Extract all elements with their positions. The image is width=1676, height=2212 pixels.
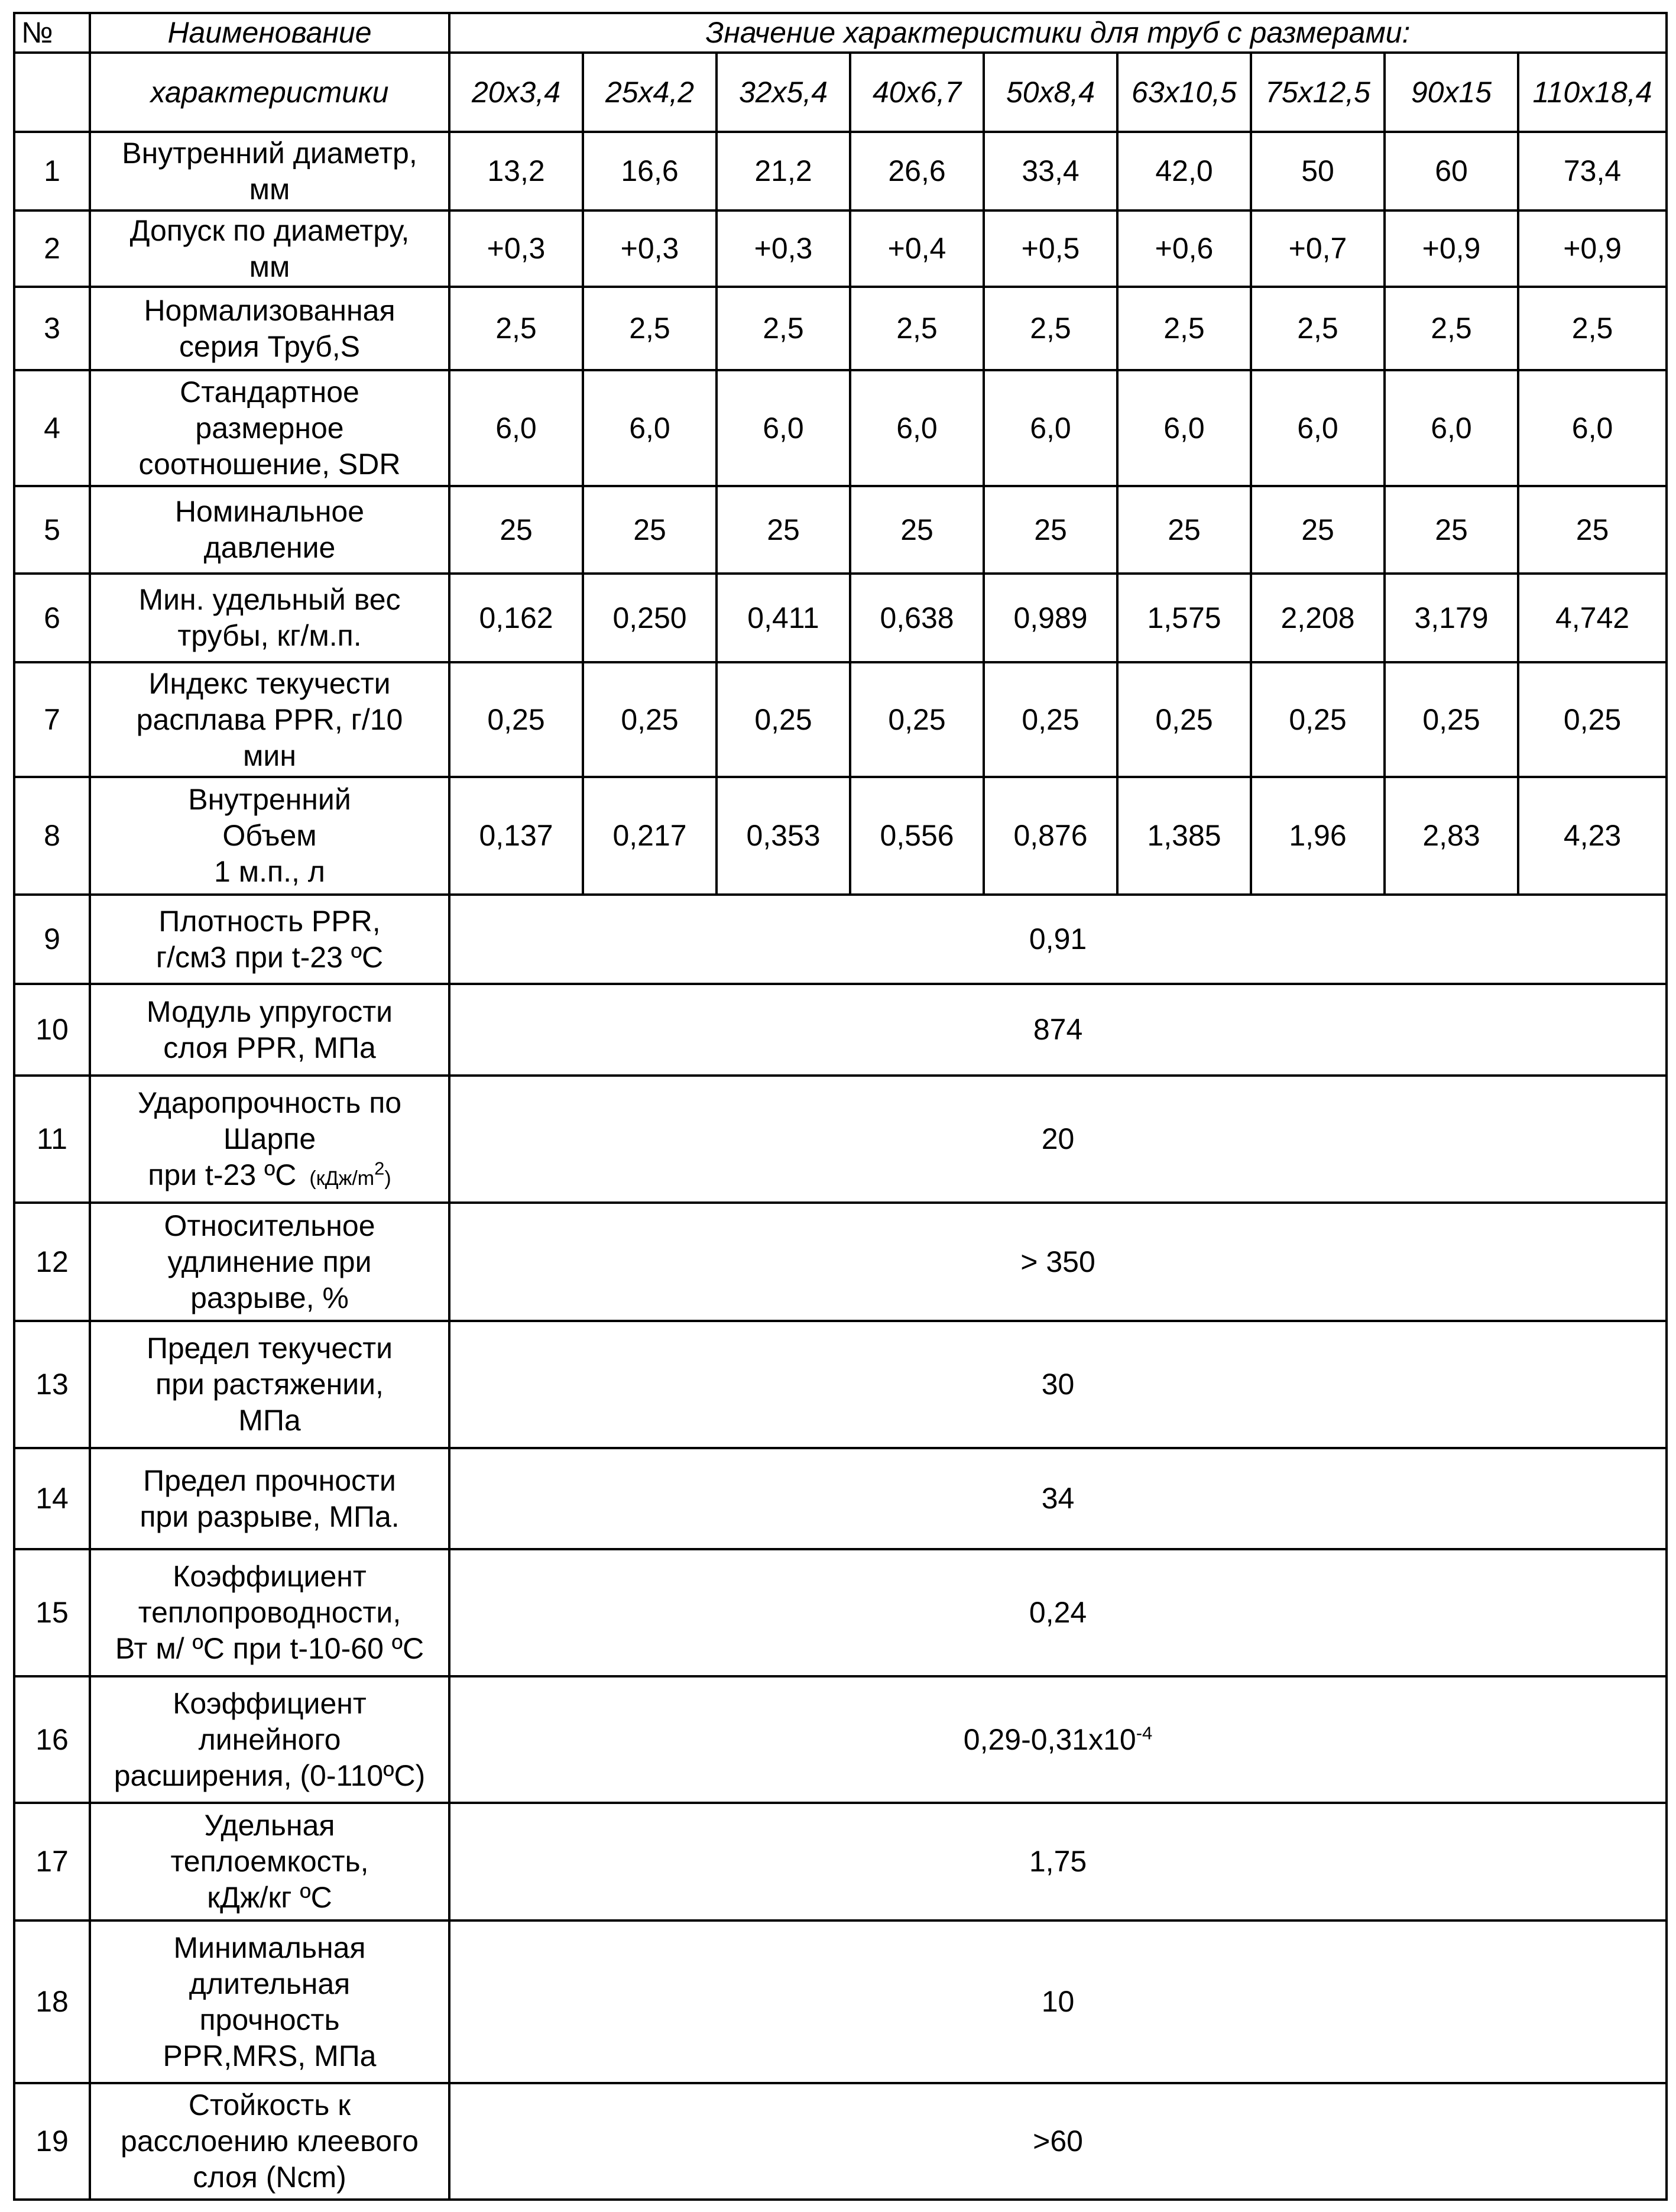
- characteristic-line: Стандартное: [180, 375, 359, 409]
- value-cell: 25: [449, 486, 583, 574]
- value-cell: 0,25: [449, 662, 583, 777]
- value-cell: 6,0: [984, 370, 1117, 486]
- value-cell: 1,96: [1251, 777, 1385, 895]
- characteristic-line: г/см3 при t-23 ºC: [155, 940, 384, 974]
- value-cell: 25: [1385, 486, 1518, 574]
- value-cell: 2,5: [1251, 287, 1385, 370]
- merged-value: 874: [1033, 1013, 1083, 1046]
- merged-value: 1,75: [1029, 1845, 1087, 1878]
- unit-text: (кДж/m: [309, 1167, 375, 1190]
- characteristic-line: размерное: [195, 411, 344, 445]
- row-number: 6: [14, 574, 90, 662]
- row-characteristic: [90, 777, 449, 895]
- table-row: [14, 1448, 1667, 1549]
- characteristic-line: Нормализованная: [144, 293, 396, 327]
- characteristic-text: при t-23 ºC: [148, 1158, 297, 1191]
- row-number: 16: [14, 1676, 90, 1803]
- characteristic-line: расплава PPR, г/10: [136, 702, 403, 736]
- row-characteristic: [90, 895, 449, 984]
- table-row: [14, 1803, 1667, 1920]
- value-cell: +0,3: [583, 210, 717, 287]
- row-characteristic: [90, 2083, 449, 2200]
- characteristic-line: Плотность PPR,: [158, 904, 381, 938]
- characteristic-line: Стойкость к: [188, 2088, 351, 2122]
- characteristic-line: 1 м.п., л: [214, 855, 325, 888]
- table-row: [14, 1203, 1667, 1321]
- value-cell: 25: [717, 486, 850, 574]
- value-cell: 0,25: [1117, 662, 1251, 777]
- value-cell: 6,0: [583, 370, 717, 486]
- merged-value-cell: [449, 984, 1667, 1076]
- value-cell: +0,9: [1385, 210, 1518, 287]
- merged-value: 0,91: [1029, 922, 1087, 956]
- value-cell: 0,638: [850, 574, 984, 662]
- header-size: 90x15: [1385, 53, 1518, 132]
- row-characteristic: [90, 132, 449, 210]
- row-characteristic: [90, 1920, 449, 2083]
- table-row: [14, 210, 1667, 287]
- row-number: 1: [14, 132, 90, 210]
- merged-value-exponent: -4: [1136, 1722, 1153, 1743]
- row-number: 5: [14, 486, 90, 574]
- characteristic-line: трубы, кг/м.п.: [177, 619, 362, 652]
- merged-value: 0,29-0,31x10: [963, 1722, 1136, 1756]
- characteristic-line: Предел прочности: [143, 1463, 396, 1497]
- characteristic-line: Объем: [222, 819, 317, 852]
- value-cell: 6,0: [717, 370, 850, 486]
- characteristic-line: Внутренний: [188, 783, 351, 816]
- value-cell: +0,9: [1518, 210, 1667, 287]
- table-row: [14, 370, 1667, 486]
- value-cell: 2,5: [449, 287, 583, 370]
- row-characteristic: [90, 574, 449, 662]
- characteristic-line: Коэффициент: [173, 1686, 367, 1720]
- table-row: [14, 1676, 1667, 1803]
- merged-value-cell: [449, 1803, 1667, 1920]
- header-row-1: [14, 13, 1667, 53]
- value-cell: 1,575: [1117, 574, 1251, 662]
- value-cell: 0,25: [1251, 662, 1385, 777]
- characteristic-line: разрыве, %: [190, 1281, 349, 1314]
- characteristic-line: при разрыве, МПа.: [140, 1500, 400, 1533]
- value-cell: 2,5: [1518, 287, 1667, 370]
- value-cell: 0,162: [449, 574, 583, 662]
- value-cell: 6,0: [1518, 370, 1667, 486]
- table-row: [14, 984, 1667, 1076]
- value-cell: 25: [1251, 486, 1385, 574]
- value-cell: 6,0: [850, 370, 984, 486]
- table-row: [14, 662, 1667, 777]
- merged-value: 20: [1041, 1122, 1075, 1155]
- row-characteristic: [90, 984, 449, 1076]
- characteristic-line: мин: [243, 739, 296, 772]
- row-number: 2: [14, 210, 90, 287]
- merged-value-cell: [449, 1676, 1667, 1803]
- header-row-2: [14, 53, 1667, 132]
- row-characteristic: [90, 210, 449, 287]
- value-cell: 6,0: [1385, 370, 1518, 486]
- merged-value: 10: [1041, 1985, 1075, 2018]
- value-cell: +0,4: [850, 210, 984, 287]
- characteristic-line: кДж/кг ºC: [207, 1881, 332, 1914]
- value-cell: 2,83: [1385, 777, 1518, 895]
- characteristic-line: прочность: [199, 2003, 340, 2036]
- characteristic-line: линейного: [198, 1722, 341, 1756]
- characteristic-line: Номинальное: [174, 495, 365, 528]
- value-cell: 6,0: [1251, 370, 1385, 486]
- row-number: 11: [14, 1076, 90, 1203]
- row-number: 4: [14, 370, 90, 486]
- value-cell: 0,250: [583, 574, 717, 662]
- row-number: 10: [14, 984, 90, 1076]
- value-cell: 13,2: [449, 132, 583, 210]
- table-row: [14, 895, 1667, 984]
- value-cell: 25: [984, 486, 1117, 574]
- table-row: [14, 486, 1667, 574]
- characteristic-line: мм: [249, 250, 290, 283]
- table-row: [14, 1920, 1667, 2083]
- value-cell: 2,5: [1385, 287, 1518, 370]
- characteristic-line: Шарпе: [223, 1122, 316, 1155]
- characteristic-line: длительная: [189, 1967, 351, 2000]
- merged-value-cell: [449, 1076, 1667, 1203]
- value-cell: 2,5: [1117, 287, 1251, 370]
- value-cell: 2,5: [717, 287, 850, 370]
- header-size: 32x5,4: [717, 53, 850, 132]
- value-cell: 25: [1117, 486, 1251, 574]
- row-number: 12: [14, 1203, 90, 1321]
- row-characteristic: [90, 662, 449, 777]
- value-cell: 2,5: [850, 287, 984, 370]
- table-row: [14, 1076, 1667, 1203]
- value-cell: +0,5: [984, 210, 1117, 287]
- merged-value-cell: [449, 1920, 1667, 2083]
- merged-value: 30: [1041, 1368, 1075, 1401]
- header-size: 40x6,7: [850, 53, 984, 132]
- merged-value-cell: [449, 895, 1667, 984]
- row-characteristic: [90, 1676, 449, 1803]
- row-characteristic: [90, 1448, 449, 1549]
- table-row: [14, 2083, 1667, 2200]
- value-cell: 0,25: [717, 662, 850, 777]
- characteristic-line: давление: [203, 531, 336, 564]
- characteristic-line: МПа: [238, 1404, 301, 1437]
- characteristic-line: Внутренний диаметр,: [122, 136, 417, 170]
- row-number: 7: [14, 662, 90, 777]
- value-cell: 0,353: [717, 777, 850, 895]
- header-size: 110x18,4: [1518, 53, 1667, 132]
- value-cell: 1,385: [1117, 777, 1251, 895]
- value-cell: +0,3: [717, 210, 850, 287]
- value-cell: 21,2: [717, 132, 850, 210]
- row-characteristic: [90, 486, 449, 574]
- characteristic-line: Мин. удельный вес: [138, 583, 401, 616]
- merged-value-cell: [449, 1203, 1667, 1321]
- value-cell: 0,556: [850, 777, 984, 895]
- characteristic-line: при растяжении,: [155, 1368, 384, 1401]
- row-number: 9: [14, 895, 90, 984]
- characteristic-line: расширения, (0-110ºC): [114, 1758, 426, 1792]
- value-cell: 33,4: [984, 132, 1117, 210]
- value-cell: 26,6: [850, 132, 984, 210]
- row-characteristic: [90, 370, 449, 486]
- table-row: [14, 132, 1667, 210]
- value-cell: 73,4: [1518, 132, 1667, 210]
- row-number: 14: [14, 1448, 90, 1549]
- value-cell: 16,6: [583, 132, 717, 210]
- value-cell: 50: [1251, 132, 1385, 210]
- value-cell: 4,742: [1518, 574, 1667, 662]
- header-size: 75x12,5: [1251, 53, 1385, 132]
- characteristic-line: Предел текучести: [146, 1332, 393, 1365]
- value-cell: +0,3: [449, 210, 583, 287]
- value-cell: +0,7: [1251, 210, 1385, 287]
- merged-value: > 350: [1020, 1245, 1095, 1278]
- merged-value-cell: [449, 1448, 1667, 1549]
- row-number: 18: [14, 1920, 90, 2083]
- row-characteristic: [90, 1203, 449, 1321]
- header-num: №: [14, 13, 90, 53]
- table-row: [14, 287, 1667, 370]
- characteristic-line: PPR,MRS, МПа: [163, 2039, 377, 2072]
- characteristic-line: Коэффициент: [173, 1560, 367, 1593]
- characteristic-line: Допуск по диаметру,: [129, 213, 410, 247]
- characteristic-line: расслоению клеевого: [121, 2124, 419, 2158]
- characteristic-line: мм: [249, 172, 290, 206]
- row-number: 15: [14, 1549, 90, 1676]
- value-cell: 0,217: [583, 777, 717, 895]
- table-row: [14, 1549, 1667, 1676]
- value-cell: 0,25: [583, 662, 717, 777]
- row-number: 13: [14, 1321, 90, 1448]
- characteristic-line: Удельная: [204, 1809, 335, 1842]
- value-cell: 6,0: [1117, 370, 1251, 486]
- characteristic-line: Вт м/ ºC при t-10-60 ºC: [115, 1632, 424, 1665]
- characteristic-line: теплоемкость,: [170, 1845, 369, 1878]
- value-cell: 2,5: [583, 287, 717, 370]
- row-characteristic: [90, 1321, 449, 1448]
- row-characteristic: [90, 287, 449, 370]
- characteristic-line: [99, 1157, 440, 1193]
- merged-value: >60: [1033, 2124, 1083, 2158]
- characteristic-line: Минимальная: [173, 1931, 366, 1964]
- header-name-top: Наименование: [90, 13, 449, 53]
- row-number: 19: [14, 2083, 90, 2200]
- merged-value-cell: [449, 1321, 1667, 1448]
- value-cell: 0,989: [984, 574, 1117, 662]
- header-num-empty: [14, 53, 90, 132]
- value-cell: 0,25: [984, 662, 1117, 777]
- value-cell: 60: [1385, 132, 1518, 210]
- table-row: [14, 1321, 1667, 1448]
- table-row: [14, 777, 1667, 895]
- value-cell: 4,23: [1518, 777, 1667, 895]
- unit-superscript: 2: [374, 1158, 385, 1179]
- unit-close: ): [384, 1167, 391, 1190]
- value-cell: 25: [1518, 486, 1667, 574]
- value-cell: +0,6: [1117, 210, 1251, 287]
- row-number: 3: [14, 287, 90, 370]
- value-cell: 2,5: [984, 287, 1117, 370]
- characteristic-line: слоя PPR, МПа: [163, 1031, 376, 1064]
- header-size: 63x10,5: [1117, 53, 1251, 132]
- value-cell: 0,25: [850, 662, 984, 777]
- row-characteristic: [90, 1803, 449, 1920]
- characteristic-line: соотношение, SDR: [138, 447, 401, 481]
- characteristic-line: слоя (Ncm): [193, 2161, 346, 2194]
- merged-value: 0,24: [1029, 1596, 1087, 1629]
- value-cell: 0,25: [1385, 662, 1518, 777]
- characteristic-line: Ударопрочность по: [137, 1086, 402, 1119]
- value-cell: 3,179: [1385, 574, 1518, 662]
- header-name-bottom: характеристики: [90, 53, 449, 132]
- value-cell: 6,0: [449, 370, 583, 486]
- row-characteristic: [90, 1076, 449, 1203]
- value-cell: 25: [583, 486, 717, 574]
- row-number: 8: [14, 777, 90, 895]
- row-number: 17: [14, 1803, 90, 1920]
- pipe-specs-table: [13, 12, 1668, 2201]
- table-body: [14, 132, 1667, 2200]
- header-size: 25x4,2: [583, 53, 717, 132]
- value-cell: 0,137: [449, 777, 583, 895]
- value-cell: 42,0: [1117, 132, 1251, 210]
- merged-value-cell: [449, 2083, 1667, 2200]
- value-cell: 0,411: [717, 574, 850, 662]
- header-size: 20x3,4: [449, 53, 583, 132]
- value-cell: 0,25: [1518, 662, 1667, 777]
- header-size: 50x8,4: [984, 53, 1117, 132]
- characteristic-line: удлинение при: [167, 1245, 372, 1278]
- table-row: [14, 574, 1667, 662]
- characteristic-line: серия Труб,S: [179, 329, 360, 363]
- value-cell: 2,208: [1251, 574, 1385, 662]
- characteristic-line: Модуль упругости: [146, 995, 393, 1028]
- header-group: Значение характеристики для труб с размерами:: [449, 13, 1667, 53]
- value-cell: 25: [850, 486, 984, 574]
- characteristic-line: Индекс текучести: [148, 666, 391, 700]
- characteristic-line: теплопроводности,: [138, 1596, 401, 1629]
- row-characteristic: [90, 1549, 449, 1676]
- merged-value: 34: [1041, 1482, 1075, 1515]
- characteristic-line: Относительное: [164, 1209, 375, 1242]
- value-cell: 0,876: [984, 777, 1117, 895]
- merged-value-cell: [449, 1549, 1667, 1676]
